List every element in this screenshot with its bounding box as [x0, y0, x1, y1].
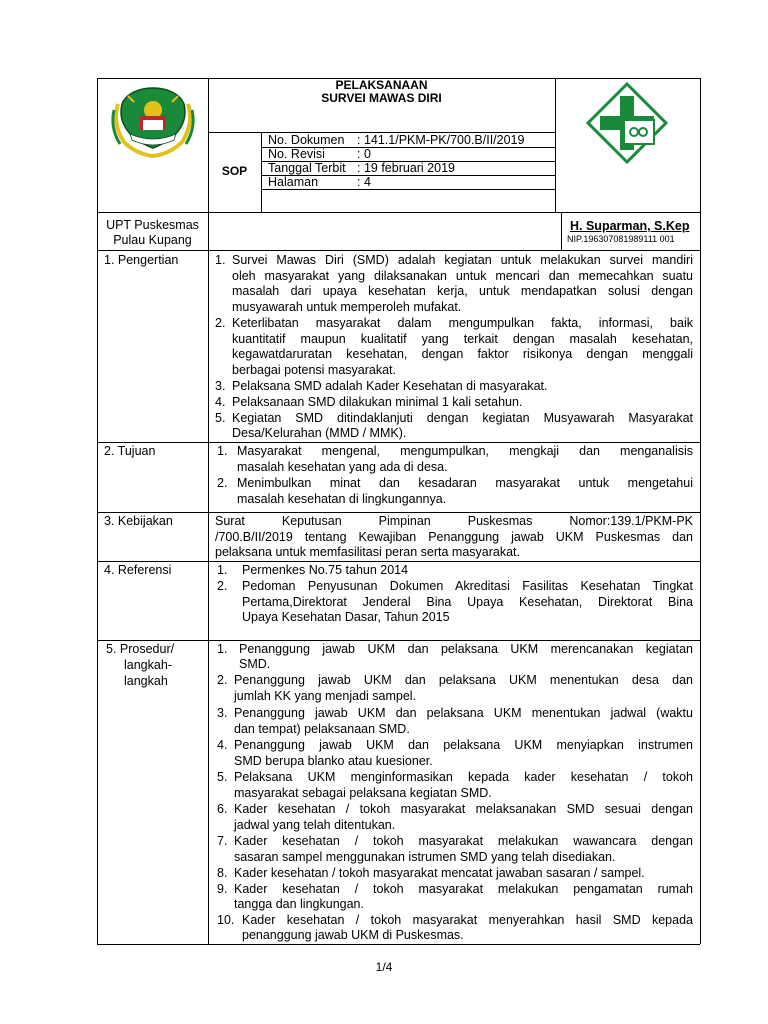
- list-item-line: Upaya Kesehatan Dasar, Tahun 2015: [242, 610, 450, 624]
- list-item-line: Pelaksana UKM menginformasikan kepada kader kesehatan / tokoh: [234, 770, 693, 784]
- list-item-line: Penanggung jawab UKM dan pelaksana UKM menentukan desa dan: [234, 673, 693, 687]
- document-title-line1: PELAKSANAAN: [335, 78, 428, 92]
- list-item-line: dan tempat) pelaksanaan SMD.: [234, 722, 410, 736]
- list-item-line: jumlah KK yang menjadi sampel.: [234, 689, 417, 703]
- page-count-value: : 4: [357, 175, 371, 189]
- list-item-line: Desa/Kelurahan (MMD / MMK).: [232, 426, 407, 440]
- list-number: 2.: [215, 316, 226, 330]
- revision-value: : 0: [357, 147, 371, 161]
- list-number: 4.: [217, 738, 228, 752]
- list-item-line: Kader kesehatan / tokoh masyarakat mencatat jawaban sasaran / sampel.: [234, 866, 645, 880]
- list-item-line: Penanggung jawab UKM dan pelaksana UKM merencanakan kegiatan: [239, 642, 693, 656]
- sop-label: SOP: [221, 164, 248, 178]
- list-item-line: tangga dan lingkungan.: [234, 897, 364, 911]
- list-item-line: musyawarah untuk memperoleh mufakat.: [232, 300, 462, 314]
- puskesmas-cross-logo-icon: [586, 82, 668, 164]
- section-label-tujuan: 2. Tujuan: [104, 444, 156, 458]
- regional-emblem-icon: [110, 82, 196, 160]
- list-number: 3.: [215, 379, 226, 393]
- list-item-line: oleh masyarakat yang dilaksanakan untuk mencari dan memecahkan suatu: [232, 269, 693, 283]
- list-item-line: kegawatdaruratan kesehatan, dengan faktor risikonya dengan menggali: [232, 347, 693, 361]
- page-count-label: Halaman: [268, 175, 319, 189]
- issue-date-value: : 19 februari 2019: [357, 161, 455, 175]
- list-item-line: Permenkes No.75 tahun 2014: [242, 563, 409, 577]
- list-item-line: Kegiatan SMD ditindaklanjuti dengan kegiatan Musyawarah Masyarakat: [232, 411, 693, 425]
- list-number: 10.: [217, 913, 235, 927]
- list-number: 1.: [217, 642, 228, 656]
- list-item-line: masalah kesehatan di lingkungannya.: [237, 492, 447, 506]
- section-label-kebijakan: 3. Kebijakan: [104, 514, 173, 528]
- list-item-line: masalah kesehatan yang ada di desa.: [237, 460, 448, 474]
- list-item-line: jadwal yang telah ditentukan.: [234, 818, 396, 832]
- list-item-line: Kader kesehatan / tokoh masyarakat melakukan pengamatan rumah: [234, 882, 693, 896]
- doc-number-value: : 141.1/PKM-PK/700.B/II/2019: [357, 133, 525, 147]
- list-item-line: Pelaksanaan SMD dilakukan minimal 1 kali setahun.: [232, 395, 523, 409]
- revision-label: No. Revisi: [268, 147, 325, 161]
- section-label-referensi: 4. Referensi: [104, 563, 172, 577]
- list-number: 1.: [215, 253, 226, 267]
- section-label-prosedur-line3: langkah: [124, 674, 168, 688]
- list-item-line: berbagai potensi masyarakat.: [232, 363, 396, 377]
- org-name-line2: Pulau Kupang: [113, 233, 192, 247]
- list-item-line: Penanggung jawab UKM dan pelaksana UKM menentukan jadwal (waktu: [234, 706, 693, 720]
- list-number: 5.: [217, 770, 228, 784]
- section-label-pengertian: 1. Pengertian: [104, 253, 179, 267]
- signer-name: H. Suparman, S.Kep: [570, 219, 690, 233]
- list-number: 1.: [217, 563, 228, 577]
- list-item-line: Penanggung jawab UKM dan pelaksana UKM menyiapkan instrumen: [234, 738, 693, 752]
- list-number: 5.: [215, 411, 226, 425]
- section-label-prosedur-line1: 5. Prosedur/: [106, 642, 175, 656]
- section-label-prosedur-line2: langkah-: [124, 658, 172, 672]
- list-item-line: Kader kesehatan / tokoh masyarakat melakukan wawancara dengan: [234, 834, 693, 848]
- document-title-line2: SURVEI MAWAS DIRI: [321, 91, 442, 105]
- list-item-line: Kader kesehatan / tokoh masyarakat menyerahkan hasil SMD kepada: [242, 913, 693, 927]
- list-number: 2.: [217, 476, 228, 490]
- list-item-line: kuantitatif maupun kualitatif yang terkait dengan masalah kesehatan,: [232, 332, 693, 346]
- list-item-line: sasaran sampel menggunakan istrumen SMD yang telah disediakan.: [234, 850, 616, 864]
- list-number: 2.: [217, 579, 228, 593]
- org-name-line1: UPT Puskesmas: [106, 218, 199, 232]
- list-item-line: Masyarakat mengenal, mengumpulkan, mengkaji dan menganalisis: [237, 444, 693, 458]
- list-item-line: Pelaksana SMD adalah Kader Kesehatan di masyarakat.: [232, 379, 548, 393]
- list-item-line: Menimbulkan minat dan kesadaran masyarakat untuk mengetahui: [237, 476, 693, 490]
- policy-line: /700.B/II/2019 tentang Kewajiban Penanggung jawab UKM Puskesmas dan: [215, 530, 693, 544]
- issue-date-label: Tanggal Terbit: [268, 161, 346, 175]
- list-number: 3.: [217, 706, 228, 720]
- list-item-line: masalah dari upaya kesehatan kerja, untuk mendapatkan solusi dengan: [232, 284, 693, 298]
- list-item-line: Pertama,Direktorat Jenderal Bina Upaya Kesehatan, Direktorat Bina: [242, 595, 693, 609]
- list-item-line: Keterlibatan masyarakat dalam mengumpulkan fakta, informasi, baik: [232, 316, 693, 330]
- list-item-line: Pedoman Penyusunan Dokumen Akreditasi Fasilitas Kesehatan Tingkat: [242, 579, 693, 593]
- doc-number-label: No. Dokumen: [268, 133, 345, 147]
- list-item-line: penanggung jawab UKM di Puskesmas.: [242, 928, 464, 942]
- list-item-line: Survei Mawas Diri (SMD) adalah kegiatan untuk melakukan survei mandiri: [232, 253, 693, 267]
- list-number: 1.: [217, 444, 228, 458]
- list-number: 4.: [215, 395, 226, 409]
- list-number: 7.: [217, 834, 228, 848]
- list-number: 2.: [217, 673, 228, 687]
- list-item-line: masyarakat sebagai pelaksana kegiatan SMD.: [234, 786, 492, 800]
- list-item-line: Kader kesehatan / tokoh masyarakat melaksanakan SMD sesuai dengan: [234, 802, 693, 816]
- signer-nip: NIP.196307081989111 001: [567, 234, 675, 244]
- policy-line: Surat Keputusan Pimpinan Puskesmas Nomor:139.1/PKM-PK: [215, 514, 693, 528]
- list-number: 9.: [217, 882, 228, 896]
- list-number: 8.: [217, 866, 228, 880]
- page-number: 1/4: [375, 960, 393, 974]
- list-item-line: SMD berupa blanko atau kuesioner.: [234, 754, 433, 768]
- policy-line: pelaksana untuk memfasilitasi peran serta masyarakat.: [215, 545, 521, 559]
- list-number: 6.: [217, 802, 228, 816]
- list-item-line: SMD.: [239, 657, 271, 671]
